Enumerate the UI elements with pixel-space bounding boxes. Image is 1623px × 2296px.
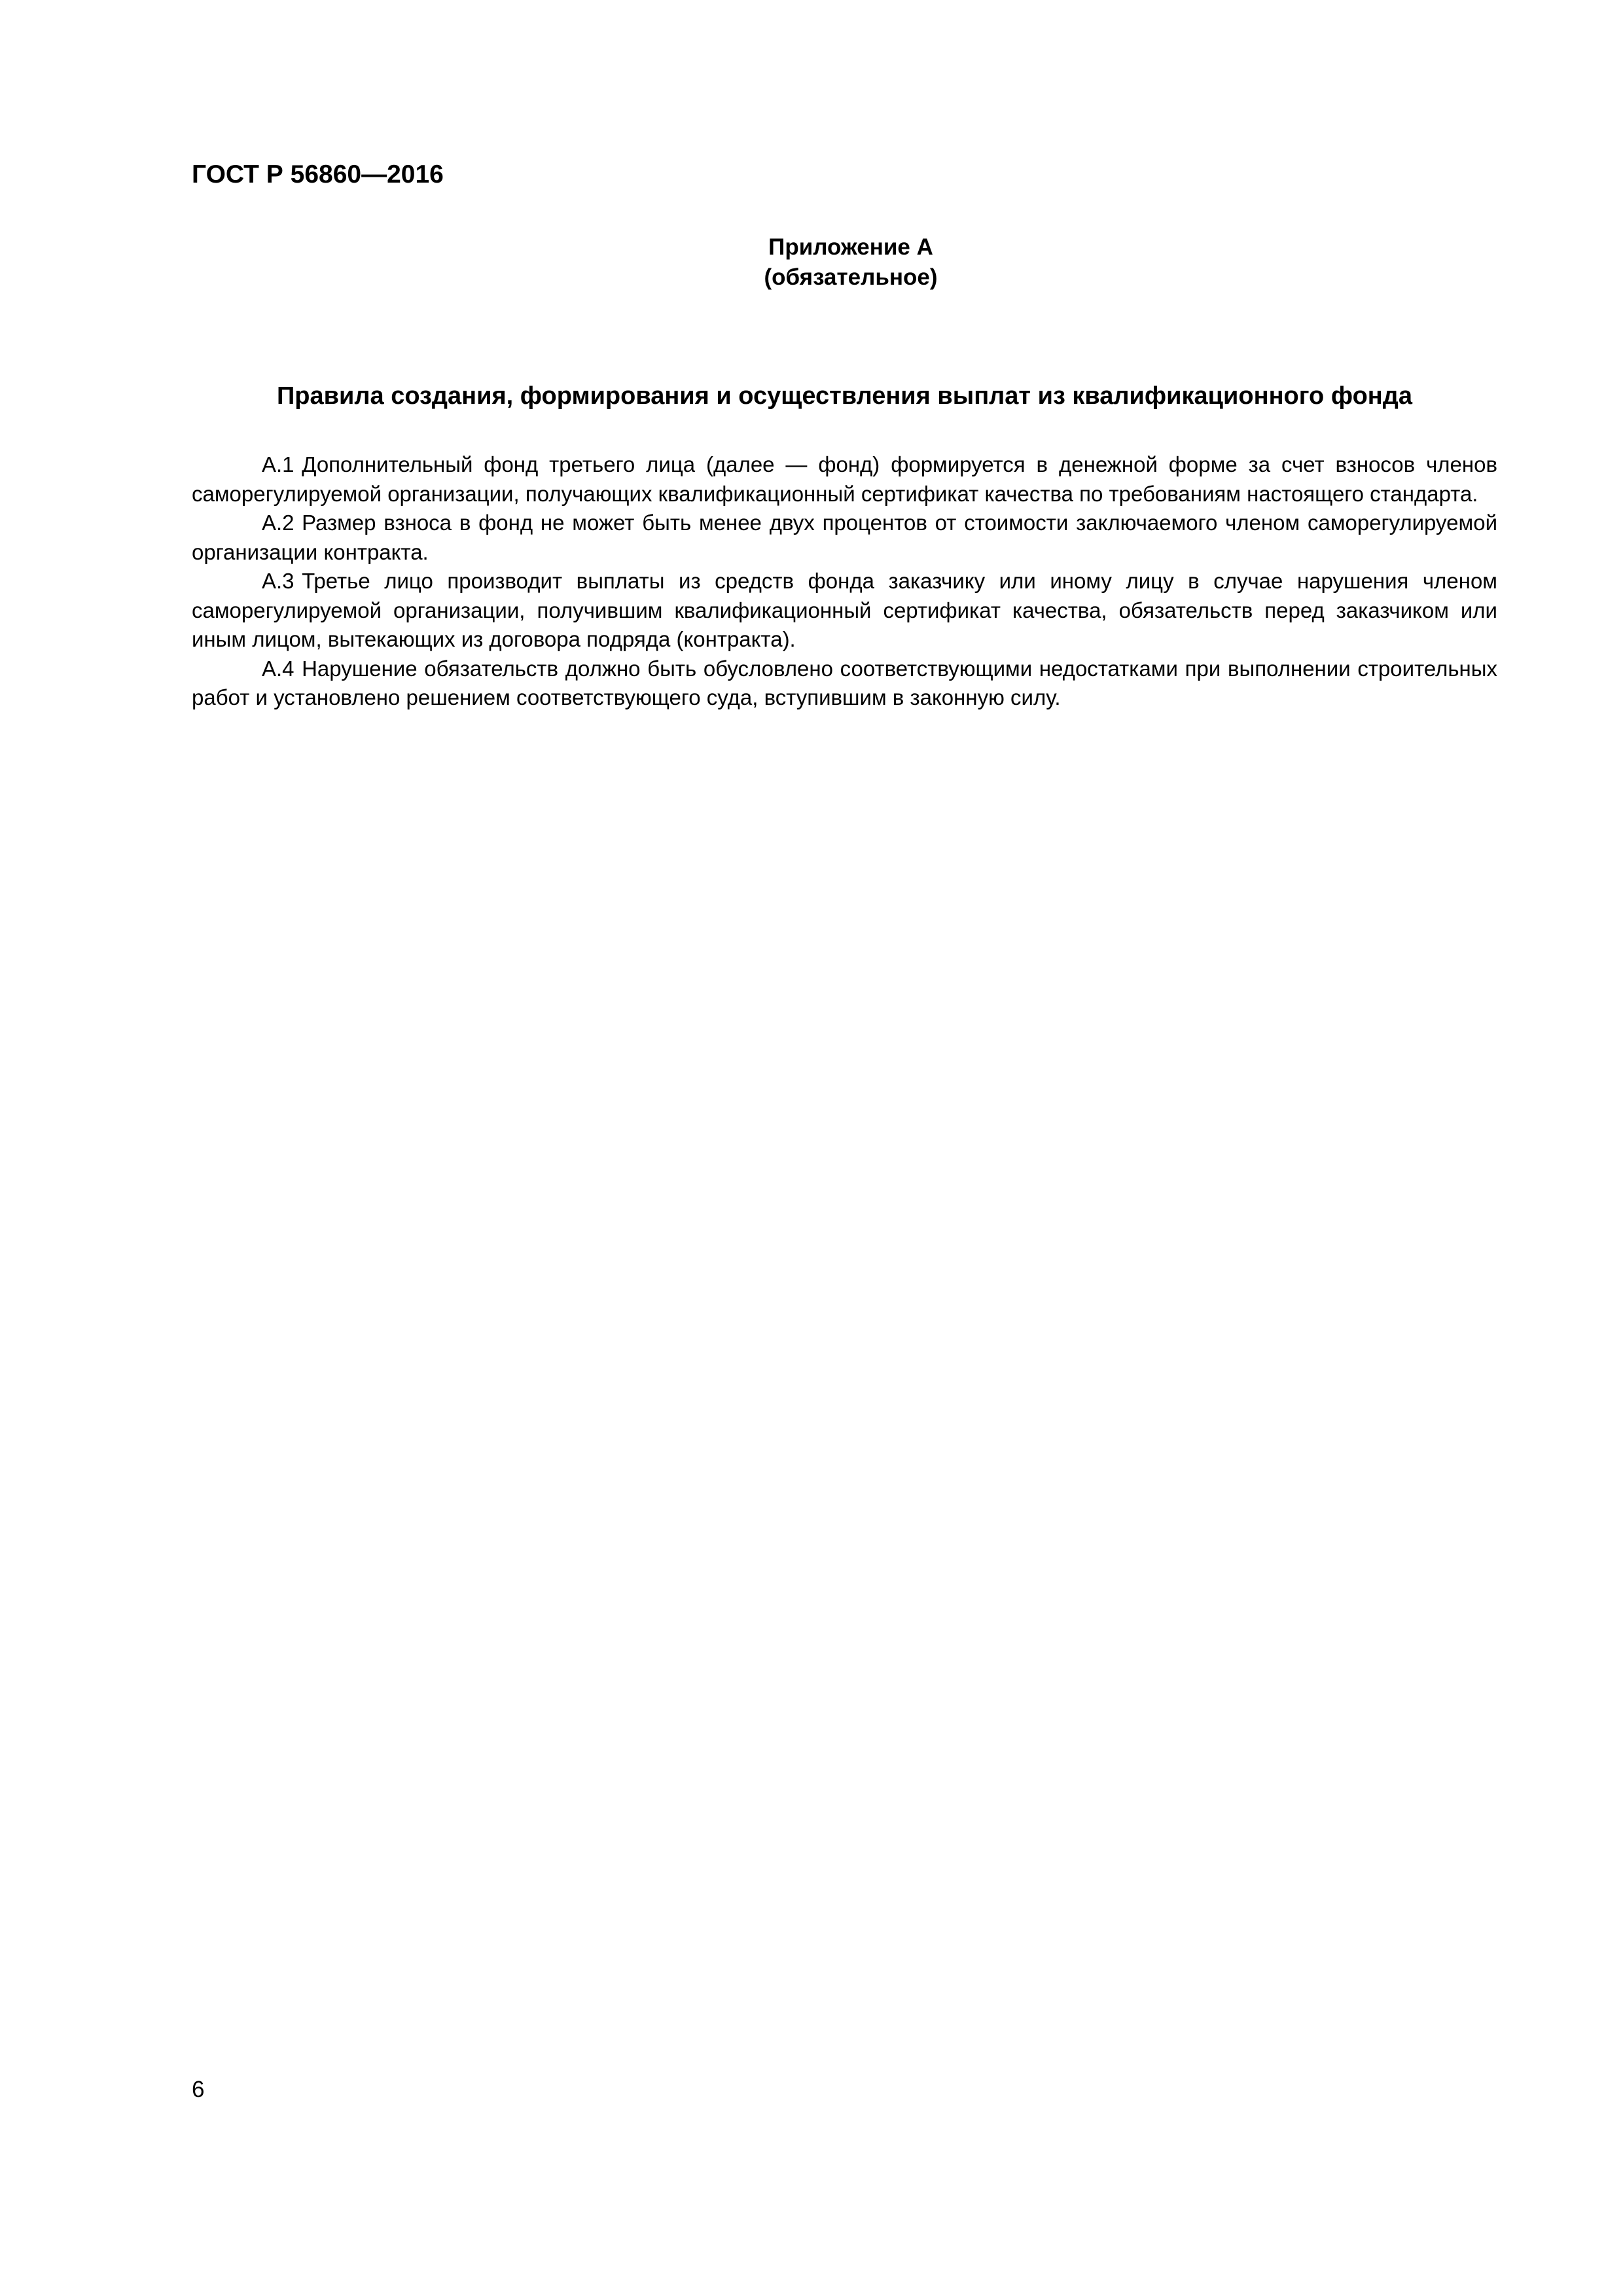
page-number: 6 <box>192 2077 205 2102</box>
paragraph-a3 <box>192 567 1497 655</box>
paragraph-text: Дополнительный фонд третьего лица (далее — фонд) формируется в денежной форме за счет взносов членов саморегулируемой организации, получающих квалификационный сертификат качества по требованиям настоящего стандарта. <box>192 452 1497 506</box>
paragraph-number: А.2 <box>262 511 294 535</box>
paragraph-number: А.4 <box>262 656 294 681</box>
annex-status: (обязательное) <box>764 264 938 290</box>
paragraph-number: А.3 <box>262 569 294 593</box>
paragraph-a1 <box>192 450 1497 509</box>
paragraph-text: Третье лицо производит выплаты из средств фонда заказчику или иному лицу в случае нарушения членом саморегулируемой организации, получившим квалификационный сертификат качества, обязательств перед заказчиком или иным лицом, вытекающих из договора подряда (контракта). <box>192 569 1497 651</box>
annex-body <box>192 450 1497 713</box>
section-title: Правила создания, формирования и осуществления выплат из квалификационного фонда <box>276 382 1412 410</box>
paragraph-text: Нарушение обязательств должно быть обусловлено соответствующими недостатками при выполнении строительных работ и установлено решением соответствующего суда, вступившим в законную силу. <box>192 656 1497 709</box>
annex-title: Приложение А <box>768 234 933 260</box>
paragraph-number: А.1 <box>262 452 294 476</box>
paragraph-a2 <box>192 509 1497 567</box>
annex-heading <box>753 232 949 293</box>
paragraph-text: Размер взноса в фонд не может быть менее двух процентов от стоимости заключаемого членом саморегулируемой организации контракта. <box>192 511 1497 564</box>
document-code: ГОСТ Р 56860—2016 <box>192 160 444 188</box>
paragraph-a4 <box>192 655 1497 713</box>
